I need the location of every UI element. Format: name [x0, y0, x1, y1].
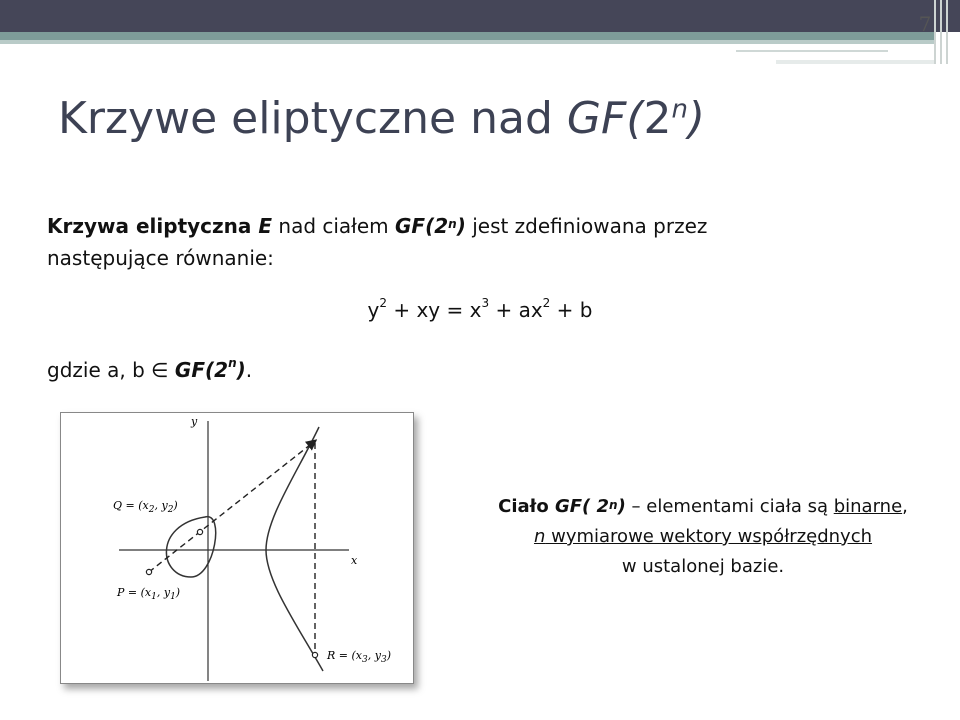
definition-paragraph [47, 210, 847, 274]
header-vertical-line [946, 0, 948, 64]
definition-var-e: E [258, 214, 273, 238]
page-title [58, 93, 705, 144]
header-stripe-light [0, 40, 934, 44]
point-q [197, 529, 202, 534]
where-end: . [245, 358, 253, 382]
side-comma: , [902, 496, 908, 517]
header-vertical-line [940, 0, 942, 64]
eq-part-2: + ax [489, 298, 543, 322]
title-gf: GF( [566, 93, 644, 144]
title-exponent: n [671, 94, 688, 125]
label-p: $P = (x_1$, $y_1$) [117, 586, 181, 602]
page-number: 7 [918, 12, 932, 36]
side-binarne: binarne [833, 496, 903, 517]
definition-mid: nad ciałem [272, 214, 396, 238]
side-line-2-text: wymiarowe wektory współrzędnych [545, 526, 873, 547]
header-bar [0, 0, 960, 32]
eq-part-3: + b [550, 298, 593, 322]
eq-exp-1: 2 [379, 296, 387, 310]
eq-part-1: + xy = x [387, 298, 482, 322]
side-gf-close: ) [617, 496, 626, 517]
header-accent-line [776, 60, 936, 64]
side-n: n [533, 526, 546, 547]
side-text-1: – elementami ciała są [625, 496, 834, 517]
point-r [312, 652, 317, 657]
side-exponent: n [609, 498, 618, 512]
label-q: $Q = (x_2$, $y_2$) [113, 499, 178, 515]
point-p [146, 569, 151, 574]
title-text: Krzywe eliptyczne nad [58, 93, 567, 144]
where-exponent: n [228, 356, 237, 370]
where-line [47, 358, 252, 382]
eq-exp-2: 3 [481, 296, 490, 310]
elliptic-curve-figure [60, 412, 414, 684]
definition-rest-1: jest zdefiniowana przez [465, 214, 708, 238]
label-r: $R = (x_3$, $y_3$) [327, 649, 391, 665]
side-note [446, 492, 960, 582]
axis-y-label: y [191, 415, 198, 428]
definition-rest-2: następujące równanie: [47, 246, 274, 270]
where-gf: GF(2 [174, 358, 229, 382]
curve-diagram [61, 413, 413, 683]
side-word: Ciało [498, 496, 555, 517]
where-close: ) [236, 358, 246, 382]
axis-x-label: x [351, 554, 358, 567]
side-line-3: w ustalonej bazie. [621, 556, 785, 577]
definition-intro: Krzywa eliptyczna [47, 214, 259, 238]
definition-gf-close: ) [456, 214, 466, 238]
side-line-2 [534, 526, 872, 547]
curve-equation [0, 298, 960, 322]
header-accent-line [736, 50, 888, 52]
definition-gf: GF(2 [395, 214, 449, 238]
side-gf: GF( 2 [554, 496, 610, 517]
where-prefix: gdzie a, b ∈ [47, 358, 175, 382]
title-base: 2 [643, 93, 672, 144]
header-stripe [0, 32, 934, 40]
title-close: ) [687, 93, 706, 144]
eq-exp-3: 2 [542, 296, 551, 310]
eq-y: y [367, 298, 380, 322]
definition-exponent: n [448, 217, 457, 231]
